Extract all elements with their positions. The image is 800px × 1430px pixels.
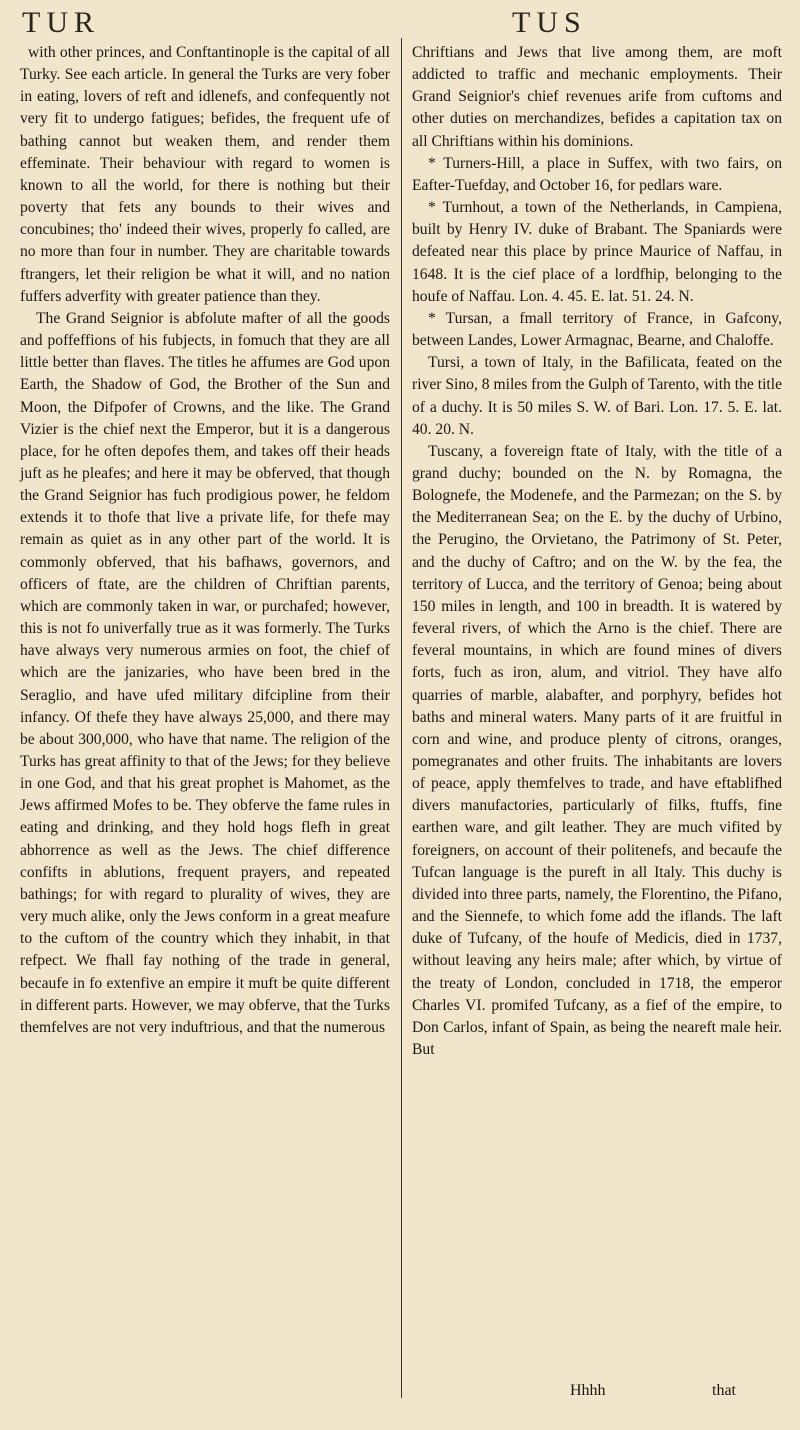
- right-column: [412, 42, 782, 1061]
- running-head-left: TUR: [22, 6, 100, 39]
- entry-tursan: * Tursan, a fmall territory of France, in Gafcony, between Landes, Lower Armagnac, Bearne, and Chaloffe.: [412, 309, 782, 350]
- left-paragraph-1: with other princes, and Conftantinople is the capital of all Turky. See each article. In general the Turks are very fober in eating, lovers of reft and idlenefs, and confequently not very fit to undergo fatigues; befides, the frequent ufe of bathing cannot but weaken them, and render them effeminate. Their behaviour with regard to women is known to all the world, for there is nothing but their poverty that fets any bounds to their wives and concubines; tho' indeed their wives, properly fo called, are no more than four in number. They are charitable towards ftrangers, let their religion be what it will, and no nation fuffers adverfity with greater patience than they.: [20, 44, 390, 305]
- left-column: [20, 42, 390, 1039]
- entry-turners-hill: * Turners-Hill, a place in Suffex, with two fairs, on Eafter-Tuefday, and October 16, for pedlars ware.: [412, 154, 782, 194]
- entry-tursi: Tursi, a town of Italy, in the Bafilicata, feated on the river Sino, 8 miles from the Gulph of Tarento, with the title of a duchy. It is 50 miles S. W. of Bari. Lon. 17. 5. E. lat. 40. 20. N.: [412, 354, 782, 438]
- catchword: that: [712, 1382, 736, 1399]
- column-divider: [401, 38, 402, 1398]
- signature-mark: Hhhh: [570, 1382, 606, 1399]
- entry-tuscany: Tuscany, a fovereign ftate of Italy, with the title of a grand duchy; bounded on the N. by Romagna, the Bolognefe, the Modenefe, and the Parmezan; on the S. by the Mediterranean Sea; on the E. by the duchy of Urbino, the Perugino, the Orvietano, the Patrimony of St. Peter, and the duchy of Caftro; and on the W. by the fea, the territory of Lucca, and the territory of Genoa; being about 150 miles in length, and 100 in breadth. It is watered by feveral rivers, of which the Arno is the chief. There are feveral mountains, in which are found mines of divers forts, fuch as iron, alum, and vitriol. They have alfo quarries of marble, alabafter, and porphyry, befides hot baths and mineral waters. Many parts of it are fruitful in corn and wine, and produce plenty of citrons, oranges, pomegranates and other fruits. The inhabitants are lovers of peace, apply themfelves to trade, and have eftablifhed divers manufactories, particularly of filks, ftuffs, fine earthen ware, and gilt leather. They are much vifited by foreigners, on account of their politenefs, and becaufe the Tufcan language is the pureft in all Italy. This duchy is divided into three parts, namely, the Florentino, the Pifano, and the Siennefe, to which fome add the iflands. The laft duke of Tufcany, of the houfe of Medicis, died in 1737, without leaving any heirs male; after which, by virtue of the treaty of London, concluded in 1718, the emperor Charles VI. promifed Tufcany, as a fief of the empire, to Don Carlos, infant of Spain, as being the neareft male heir. But: [412, 442, 782, 1059]
- entry-turnhout: * Turnhout, a town of the Netherlands, in Campiena, built by Henry IV. duke of Brabant. The Spaniards were defeated near this place by prince Maurice of Naffau, in 1648. It is the cief place of a lordfhip, belonging to the houfe of Naffau. Lon. 4. 45. E. lat. 51. 24. N.: [412, 199, 782, 305]
- left-paragraph-2: The Grand Seignior is abfolute mafter of all the goods and poffeffions of his fubjects, in fomuch that they are all little better than flaves. The titles he affumes are God upon Earth, the Shadow of God, the Brother of the Sun and Moon, the Difpofer of Crowns, and the like. The Grand Vizier is the chief next the Emperor, but it is a dangerous place, for he often depofes them, and takes off their heads juft as he pleafes; and here it may be obferved, that though the Grand Seignior has fuch prodigious power, he feldom extends it to thofe that live a private life, for thefe may remain as quiet as in any other part of the world. It is commonly obferved, that his bafhaws, governors, and officers of ftate, are the children of Chriftian parents, which are commonly taken in war, or purchafed; however, this is not fo univerfally true as it was formerly. The Turks have always very numerous armies on foot, the chief of which are the janizaries, who have been bred in the Seraglio, and have ufed military difcipline from their infancy. Of thefe they have always 25,000, and there may be about 300,000, who have that name. The religion of the Turks has great affinity to that of the Jews; for they believe in one God, and that his great prophet is Mahomet, as the Jews affirmed Mofes to be. They obferve the fame rules in eating and drinking, and they hold hogs flefh in great abhorrence as well as the Jews. The chief difference confifts in ablutions, frequent prayers, and repeated bathings; for with regard to plurality of wives, they are very much alike, only the Jews conform in a great meafure to the cuftom of the country which they inhabit, in that refpect. We fhall fay nothing of the trade in general, becaufe in fo extenfive an empire it muft be quite different in different parts. However, we may obferve, that the Turks themfelves are not very induftrious, and that the numerous: [20, 309, 390, 1036]
- running-head-right: TUS: [512, 6, 587, 39]
- right-paragraph-1: Chriftians and Jews that live among them, are moft addicted to traffic and mechanic employments. Their Grand Seignior's chief revenues arife from cuftoms and other duties on merchandizes, befides a capitation tax on all Chriftians within his dominions.: [412, 44, 782, 150]
